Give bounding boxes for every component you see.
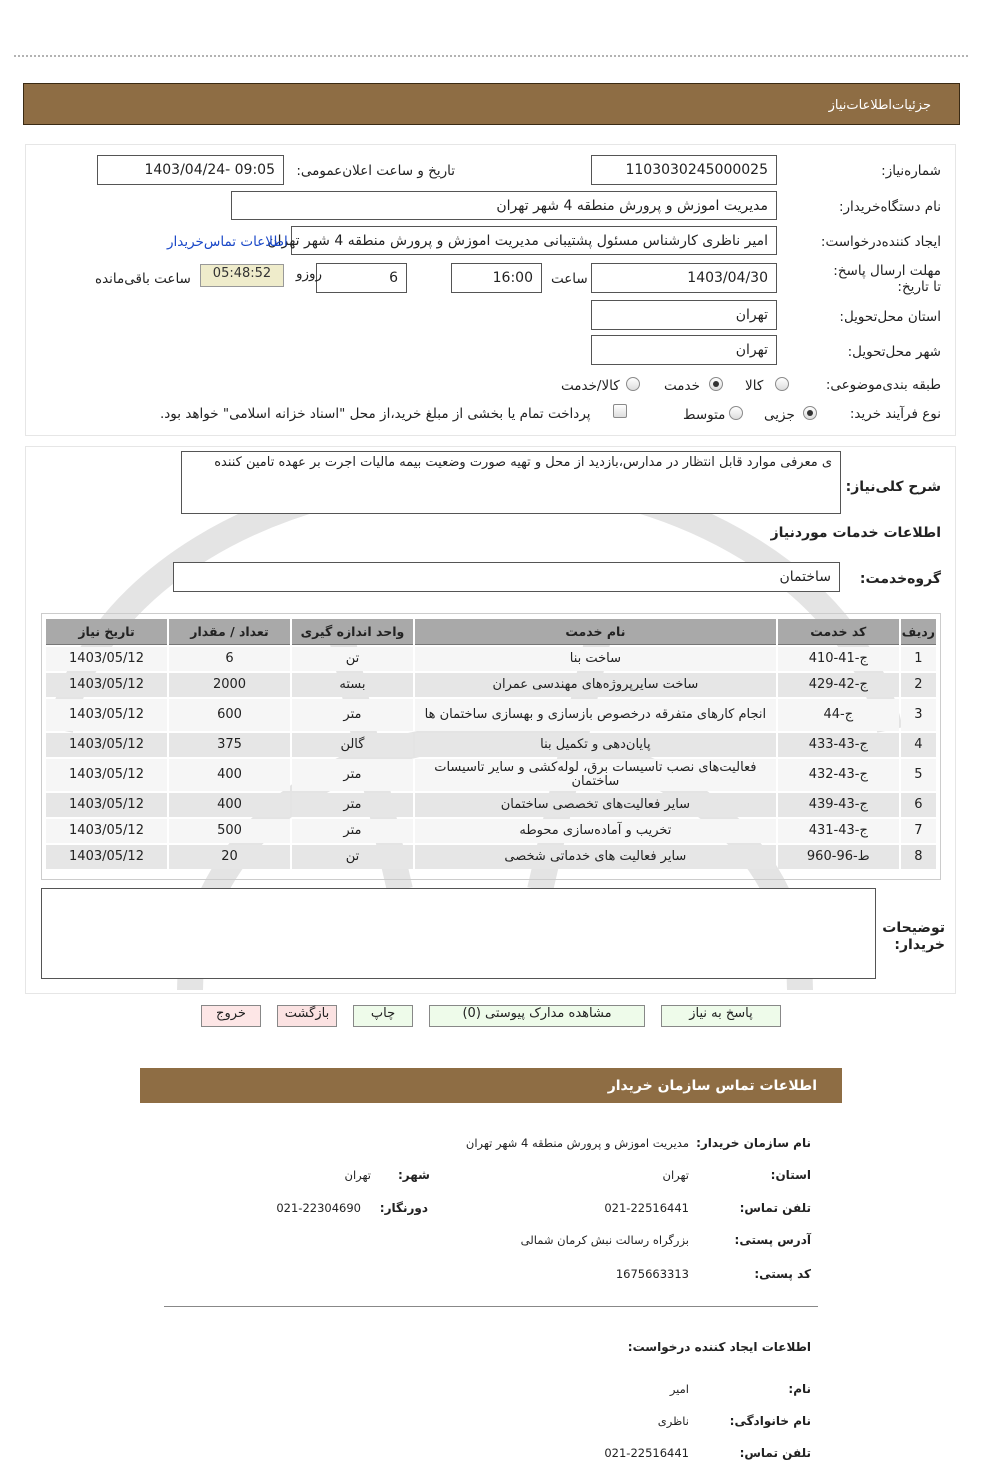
fax-label: دورنگار: (379, 1201, 428, 1215)
cell-code: ج-41-410 (778, 647, 899, 671)
treasury-payment-checkbox[interactable] (613, 404, 627, 418)
contact-header (140, 1068, 842, 1103)
days-label: روزو (296, 266, 323, 282)
back-button[interactable]: بازگشت (277, 1005, 337, 1027)
table-row (46, 733, 936, 757)
cell-date: 1403/05/12 (46, 673, 167, 697)
cell-qty: 20 (169, 845, 290, 869)
buyer-contact-link[interactable]: اطلاعات تماس‌خریدار (167, 234, 288, 250)
cell-code: ط-96-960 (778, 845, 899, 869)
table-row (46, 673, 936, 697)
cell-code: ج-42-429 (778, 673, 899, 697)
cell-code: ج-43-433 (778, 733, 899, 757)
announce-datetime-label: تاریخ و ساعت اعلان‌عمومی: (296, 163, 455, 179)
cell-unit: تن (292, 647, 413, 671)
cell-name: انجام کارهای متفرقه درخصوص بازسازی و بهسازی ساختمان ها (415, 699, 776, 731)
category-goods-service-label: کالا/خدمت (561, 378, 620, 394)
deadline-hour-label: ساعت (551, 271, 588, 287)
table-row (46, 793, 936, 817)
contact-title: اطلاعات تماس سازمان خریدار (607, 1078, 817, 1094)
creator-phone-value: 021-22516441 (604, 1446, 689, 1460)
category-goods-service-radio[interactable] (626, 377, 640, 391)
cell-index: 7 (901, 819, 936, 843)
address-value: بزرگراه رسالت نبش کرمان شمالی (520, 1233, 689, 1247)
category-label: طبقه بندی‌موضوعی: (825, 377, 941, 393)
cell-code: ج-43-431 (778, 819, 899, 843)
category-goods-label: کالا (745, 378, 764, 394)
province-field: تهران (591, 300, 777, 330)
buyer-org-label: نام دستگاه‌خریدار: (838, 199, 941, 215)
cell-index: 2 (901, 673, 936, 697)
cell-date: 1403/05/12 (46, 793, 167, 817)
buyer-org-field: مدیریت اموزش و پرورش منطقه 4 شهر تهران (231, 191, 777, 220)
fax-value: 021-22304690 (276, 1201, 361, 1215)
cell-qty: 600 (169, 699, 290, 731)
deadline-time-field: 16:00 (451, 263, 542, 293)
cell-unit: بسته (292, 673, 413, 697)
cell-date: 1403/05/12 (46, 759, 167, 791)
cell-qty: 375 (169, 733, 290, 757)
cell-date: 1403/05/12 (46, 845, 167, 869)
cell-qty: 400 (169, 793, 290, 817)
col-date-header: تاریخ نیاز (46, 619, 167, 645)
purchase-medium-radio[interactable] (729, 406, 743, 420)
service-group-field: ساختمان (173, 562, 840, 592)
contact-divider (164, 1306, 818, 1307)
need-number-label: شماره‌نیاز: (881, 163, 941, 179)
contact-city-value: تهران (344, 1168, 371, 1182)
col-qty-header: تعداد / مقدار (169, 619, 290, 645)
deadline-label: مهلت ارسال پاسخ: تا تاریخ: (833, 263, 941, 295)
creator-phone-label: تلفن تماس: (739, 1446, 811, 1460)
col-name-header: نام خدمت (415, 619, 776, 645)
postal-code-label: کد پستی: (754, 1267, 811, 1281)
services-table (44, 617, 938, 871)
deadline-date-field: 1403/04/30 (591, 263, 777, 293)
buyer-notes-label: توضیحات خریدار: (882, 920, 945, 953)
top-divider (14, 55, 968, 57)
page-header (23, 83, 960, 125)
purchase-medium-label: متوسط (683, 407, 726, 423)
cell-index: 1 (901, 647, 936, 671)
col-index-header: ردیف (901, 619, 936, 645)
page-title: جزئیات‌اطلاعات‌نیاز (828, 98, 931, 113)
requester-field: امیر ناظری کارشناس مسئول پشتیبانی مدیریت اموزش و پرورش منطقه 4 شهر تهران (291, 226, 777, 255)
requester-label: ایجاد کننده‌درخواست: (820, 234, 941, 250)
days-field: 6 (316, 263, 407, 293)
cell-unit: تن (292, 845, 413, 869)
cell-name: ساخت سایرپروژه‌های مهندسی عمران (415, 673, 776, 697)
attachments-button[interactable]: مشاهده مدارک پیوستی (0) (429, 1005, 645, 1027)
payment-note: پرداخت تمام یا بخشی از مبلغ خرید،از محل "اسناد خزانه اسلامی" خواهد بود. (160, 406, 591, 422)
cell-name: سایر فعالیت های خدماتی شخصی (415, 845, 776, 869)
cell-index: 3 (901, 699, 936, 731)
province-label: استان محل‌تحویل: (839, 309, 941, 325)
cell-date: 1403/05/12 (46, 819, 167, 843)
remaining-label: ساعت باقی‌مانده (95, 271, 191, 287)
creator-first-name-label: نام: (788, 1382, 811, 1396)
creator-first-name-value: امیر (669, 1382, 689, 1396)
table-row (46, 699, 936, 731)
cell-unit: گالن (292, 733, 413, 757)
cell-name: سایر فعالیت‌های تخصصی ساختمان (415, 793, 776, 817)
cell-index: 6 (901, 793, 936, 817)
category-service-label: خدمت (664, 378, 700, 394)
org-name-label: نام سازمان خریدار: (696, 1136, 811, 1150)
postal-code-value: 1675663313 (615, 1267, 689, 1281)
cell-name: پایان‌دهی و تکمیل بنا (415, 733, 776, 757)
need-number-field: 1103030245000025 (591, 155, 777, 185)
summary-label: شرح کلی‌نیاز: (845, 479, 941, 495)
cell-code: ج-43-432 (778, 759, 899, 791)
address-label: آدرس پستی: (734, 1233, 811, 1247)
creator-last-name-value: ناظری (657, 1414, 689, 1428)
cell-code: ج-44 (778, 699, 899, 731)
col-unit-header: واحد اندازه گیری (292, 619, 413, 645)
table-row (46, 647, 936, 671)
category-goods-radio[interactable] (775, 377, 789, 391)
cell-qty: 500 (169, 819, 290, 843)
print-button[interactable]: چاپ (353, 1005, 413, 1027)
contact-province-label: استان: (770, 1168, 811, 1182)
city-label: شهر محل‌تحویل: (847, 344, 941, 360)
services-info-heading: اطلاعات خدمات موردنیاز (770, 525, 941, 541)
cell-index: 5 (901, 759, 936, 791)
contact-phone-label: تلفن تماس: (739, 1201, 811, 1215)
category-service-radio[interactable] (709, 377, 723, 391)
cell-unit: متر (292, 793, 413, 817)
table-row (46, 819, 936, 843)
contact-city-label: شهر: (398, 1168, 430, 1182)
service-group-label: گروه‌خدمت: (859, 571, 941, 587)
cell-index: 8 (901, 845, 936, 869)
cell-qty: 6 (169, 647, 290, 671)
table-header-row (46, 619, 936, 645)
purchase-minor-label: جزیی (764, 407, 795, 423)
purchase-minor-radio[interactable] (803, 406, 817, 420)
announce-datetime-field: 1403/04/24- 09:05 (97, 155, 284, 185)
cell-code: ج-43-439 (778, 793, 899, 817)
cell-index: 4 (901, 733, 936, 757)
creator-last-name-label: نام خانوادگی: (729, 1414, 811, 1428)
org-name-value: مدیریت اموزش و پرورش منطقه 4 شهر تهران (465, 1136, 689, 1150)
cell-qty: 2000 (169, 673, 290, 697)
col-code-header: کد خدمت (778, 619, 899, 645)
creator-heading: اطلاعات ایجاد کننده درخواست: (627, 1340, 811, 1354)
contact-province-value: تهران (662, 1168, 689, 1182)
cell-unit: متر (292, 819, 413, 843)
cell-name: ساخت بنا (415, 647, 776, 671)
cell-unit: متر (292, 699, 413, 731)
cell-name: فعالیت‌های نصب تاسیسات برق، لوله‌کشی و سایر تاسیسات ساختمان (415, 759, 776, 791)
table-row (46, 759, 936, 791)
buyer-notes-textarea (41, 888, 876, 979)
cell-qty: 400 (169, 759, 290, 791)
cell-date: 1403/05/12 (46, 733, 167, 757)
reply-button[interactable]: پاسخ به نیاز (661, 1005, 781, 1027)
cell-name: تخریب و آماده‌سازی محوطه (415, 819, 776, 843)
contact-phone-value: 021-22516441 (604, 1201, 689, 1215)
cell-unit: متر (292, 759, 413, 791)
city-field: تهران (591, 335, 777, 365)
exit-button[interactable]: خروج (201, 1005, 261, 1027)
remaining-timer: 05:48:52 (200, 264, 284, 287)
purchase-type-label: نوع فرآیند خرید: (849, 406, 941, 422)
summary-textarea: ی معرفی موارد قابل انتظار در مدارس،بازدید از محل و تهیه صورت وضعیت بیمه مالیات اجرت بر عهده تامین کننده (181, 451, 841, 514)
cell-date: 1403/05/12 (46, 647, 167, 671)
cell-date: 1403/05/12 (46, 699, 167, 731)
table-row (46, 845, 936, 869)
